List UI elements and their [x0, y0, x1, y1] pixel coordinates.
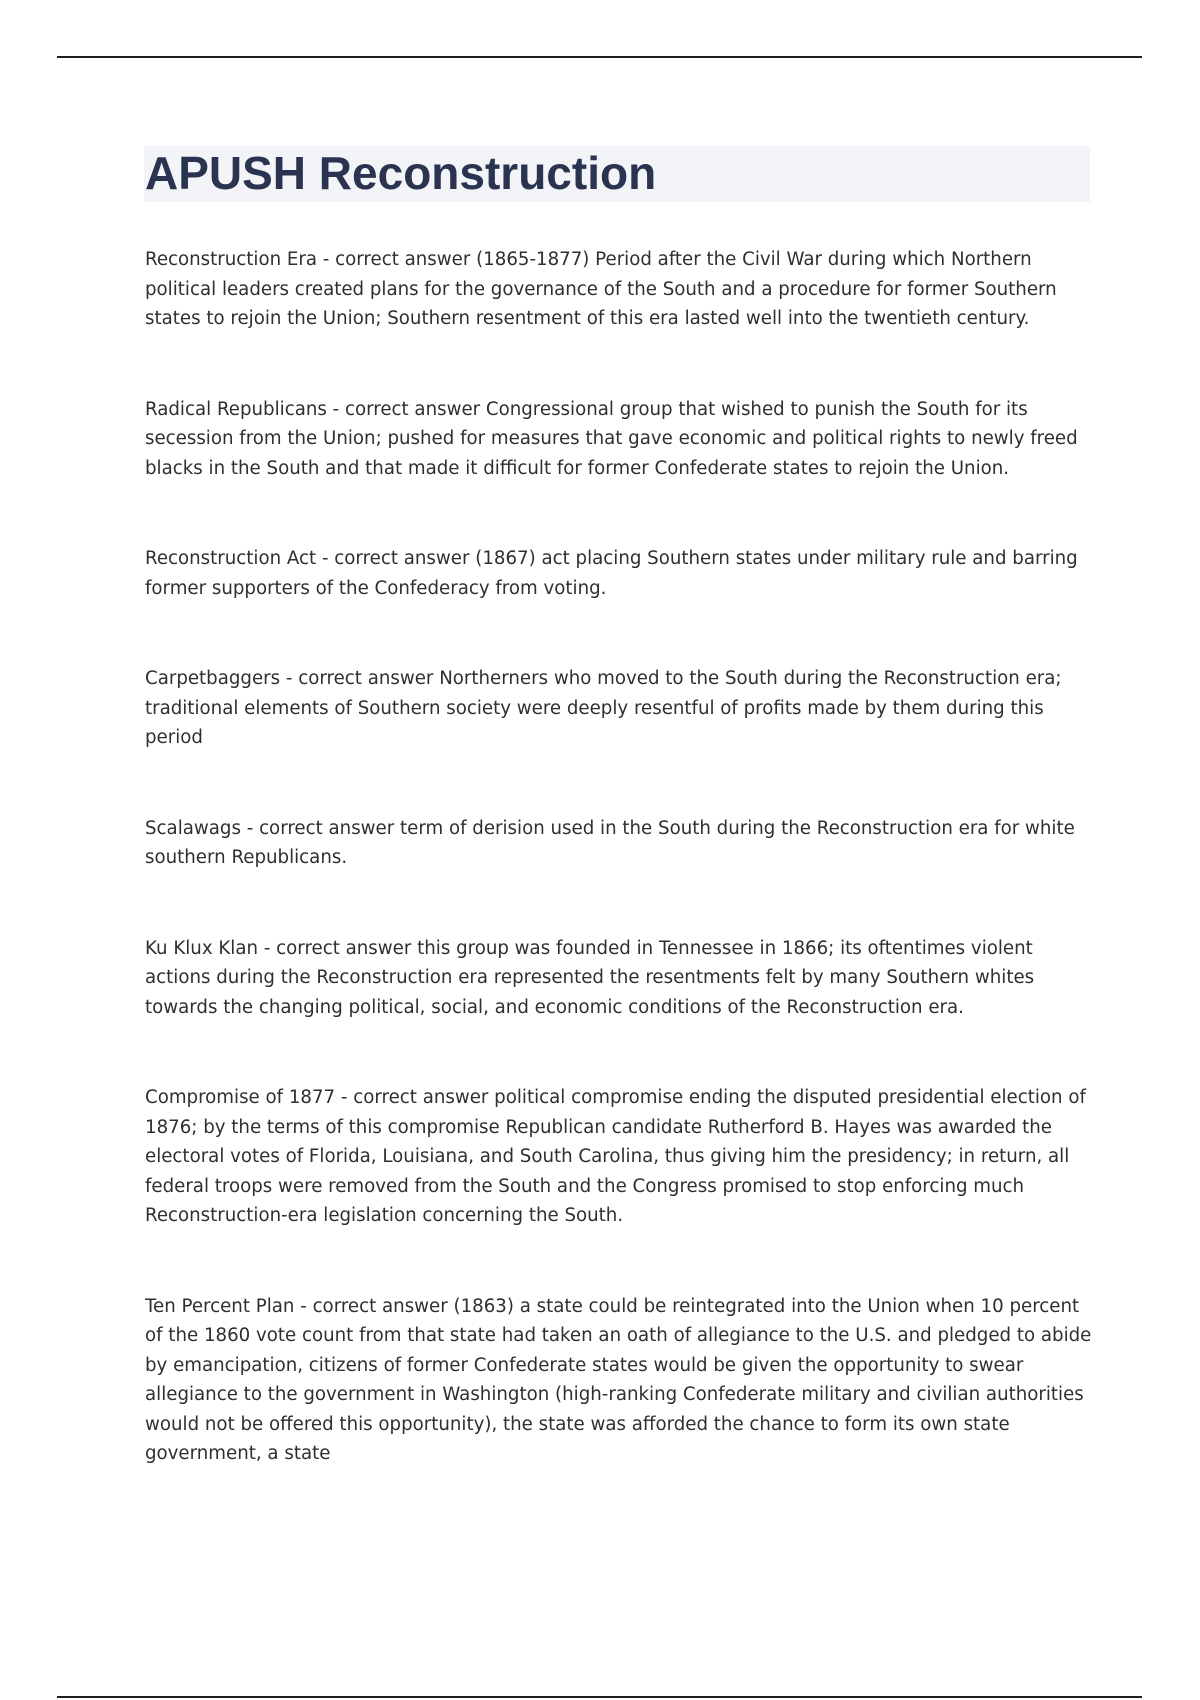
- entry-term: Reconstruction Era: [145, 249, 318, 270]
- entry-separator: - correct answer: [316, 548, 476, 569]
- header-rule: [57, 56, 1142, 58]
- entry-separator: - correct answer: [294, 1295, 454, 1317]
- page-title: APUSH Reconstruction: [145, 147, 657, 199]
- entry-definition: political compromise ending the disputed presidential election of 1876; by the terms of this compromise Republican candidate Rutherford B. Hayes was awarded the electoral votes of Florida, Louisiana, and South Carolina, thus giving him the presidency; in return, all federal troops were removed from the South and the Congress promised to stop enforcing much Reconstruction-era legislation concerning the South.: [145, 1087, 1086, 1226]
- flashcard-entry: [145, 934, 1095, 1023]
- flashcard-list: [145, 245, 1095, 1530]
- entry-separator: - correct answer: [317, 249, 477, 270]
- flashcard-entry: [145, 1083, 1095, 1231]
- entry-definition: this group was founded in Tennessee in 1866; its oftentimes violent actions during the Reconstruction era represented the resentments felt by many Southern whites towards the changing political, social, and economic conditions of the Reconstruction era.: [145, 937, 1035, 1018]
- entry-separator: - correct answer: [258, 937, 418, 959]
- flashcard-entry: [145, 814, 1095, 873]
- flashcard-entry: [145, 395, 1095, 484]
- flashcard-entry: [145, 245, 1095, 334]
- entry-definition: Congressional group that wished to punish the South for its secession from the Union; pushed for measures that gave economic and political rights to newly freed blacks in the South and that made it difficult for former Confederate states to rejoin the Union.: [145, 398, 1078, 479]
- entry-term: Radical Republicans: [145, 398, 327, 420]
- entry-separator: - correct answer: [240, 817, 400, 839]
- entry-definition: (1867) act placing Southern states under military rule and barring former supporters of the Confederacy from voting.: [145, 548, 1078, 599]
- entry-term: Scalawags: [145, 817, 241, 839]
- entry-definition: term of derision used in the South during the Reconstruction era for white southern Republicans.: [145, 817, 1075, 868]
- entry-definition: (1865-1877) Period after the Civil War during which Northern political leaders created plans for the governance of the South and a procedure for former Southern states to rejoin the Union; Southern resentment of this era lasted well into the twentieth century.: [145, 249, 1057, 329]
- entry-separator: - correct answer: [335, 1087, 495, 1108]
- flashcard-entry: [145, 664, 1095, 753]
- entry-term: Reconstruction Act: [145, 548, 317, 569]
- entry-separator: - correct answer: [326, 398, 486, 420]
- entry-term: Carpetbaggers: [145, 668, 281, 689]
- flashcard-entry: [145, 1292, 1095, 1469]
- entry-term: Ten Percent Plan: [145, 1295, 295, 1317]
- entry-definition: Northerners who moved to the South during the Reconstruction era; traditional elements of Southern society were deeply resentful of profits made by them during this period: [145, 668, 1062, 748]
- entry-term: Compromise of 1877: [145, 1087, 336, 1108]
- flashcard-entry: [145, 544, 1095, 603]
- entry-term: Ku Klux Klan: [145, 937, 259, 959]
- footer-rule: [57, 1696, 1142, 1698]
- entry-definition: (1863) a state could be reintegrated into the Union when 10 percent of the 1860 vote count from that state had taken an oath of allegiance to the U.S. and pledged to abide by emancipation, citizens of former Confederate states would be given the opportunity to swear allegiance to the government in Washington (high-ranking Confederate military and civilian authorities would not be offered this opportunity), the state was afforded the chance to form its own state government, a state: [145, 1295, 1092, 1464]
- entry-separator: - correct answer: [280, 668, 440, 689]
